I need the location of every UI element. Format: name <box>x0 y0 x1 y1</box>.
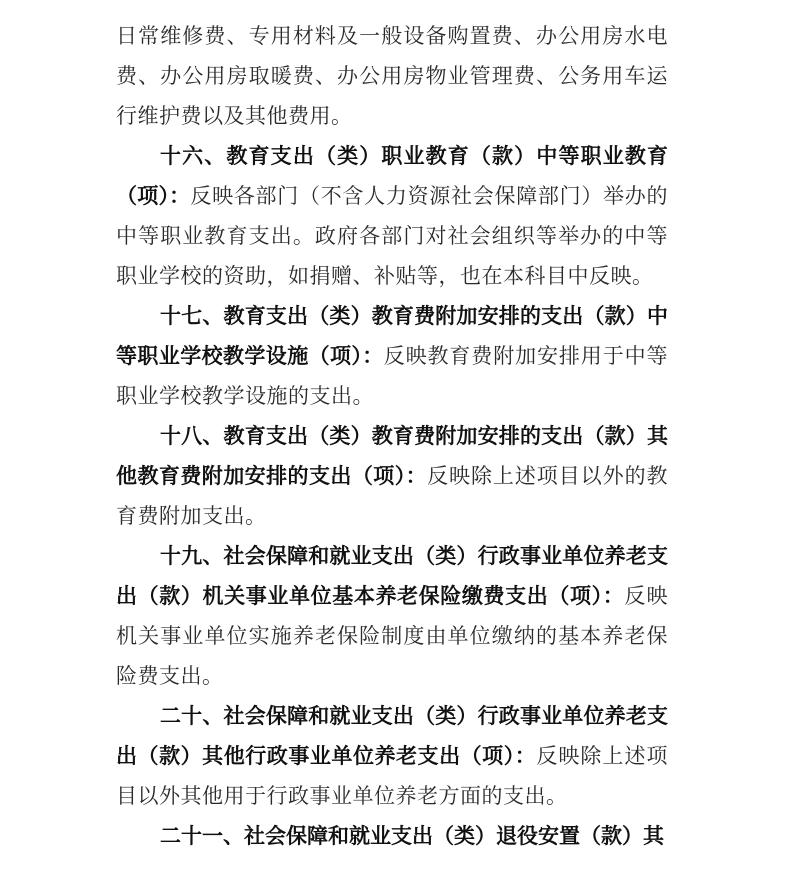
paragraph-heading: 十八、教育支出（类）教育费附加安排的支出（款）其他教育费附加安排的支出（项）： <box>116 424 668 488</box>
paragraph-heading: 二十、社会保障和就业支出（类）行政事业单位养老支出（款）其他行政事业单位养老支出（项）： <box>116 704 668 768</box>
paragraph-body: 日常维修费、专用材料及一般设备购置费、办公用房水电费、办公用房取暖费、办公用房物业管理费、公务用车运行维护费以及其他费用。 <box>116 24 668 128</box>
document-page <box>116 16 668 856</box>
paragraph-body: 反映各部门（不含人力资源社会保障部门）举办的中等职业教育支出。政府各部门对社会组织等举办的中等职业学校的资助，如捐赠、补贴等，也在本科目中反映。 <box>116 184 669 288</box>
paragraph-continuation <box>116 16 668 136</box>
paragraph-heading: 十九、社会保障和就业支出（类）行政事业单位养老支出（款）机关事业单位基本养老保险缴费支出（项）： <box>116 544 668 608</box>
paragraph-item-18 <box>116 416 668 536</box>
paragraph-item-16 <box>116 136 668 296</box>
paragraph-item-19 <box>116 536 668 696</box>
paragraph-body: 反映除上述项目以外的教育费附加支出。 <box>116 464 669 528</box>
paragraph-heading: 二十一、社会保障和就业支出（类）退役安置（款）其 <box>160 824 664 848</box>
paragraph-item-17 <box>116 296 668 416</box>
paragraph-body: 反映除上述项目以外其他用于行政事业单位养老方面的支出。 <box>116 744 669 808</box>
paragraph-heading: 十六、教育支出（类）职业教育（款）中等职业教育（项）： <box>116 144 668 208</box>
paragraph-heading: 十七、教育支出（类）教育费附加安排的支出（款）中等职业学校教学设施（项）： <box>116 304 668 368</box>
paragraph-item-21 <box>116 816 668 856</box>
paragraph-body: 反映机关事业单位实施养老保险制度由单位缴纳的基本养老保险费支出。 <box>116 584 669 688</box>
paragraph-body: 反映教育费附加安排用于中等职业学校教学设施的支出。 <box>116 344 669 408</box>
paragraph-item-20 <box>116 696 668 816</box>
